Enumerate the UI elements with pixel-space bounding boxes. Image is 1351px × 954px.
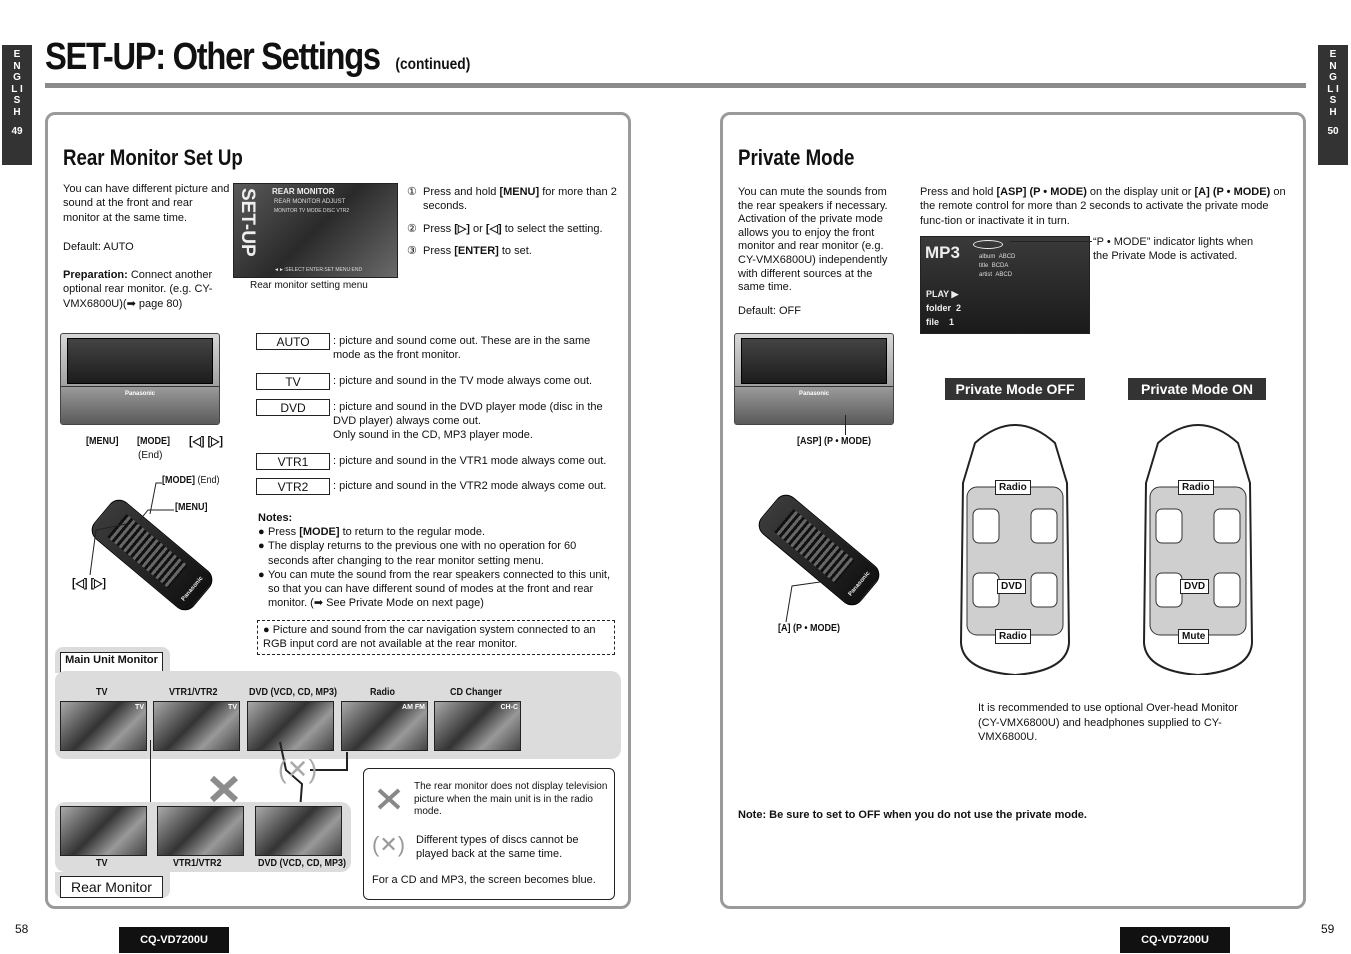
setup-steps (407, 185, 617, 266)
mode-description: : picture and sound in the VTR2 mode always come out. (333, 480, 607, 492)
main-unit-panel (61, 386, 219, 424)
main-unit-screen (67, 338, 213, 384)
screen-mp3: MP3 (925, 243, 960, 262)
language-tab-letters: E N G L I S H (1327, 49, 1339, 118)
step-text: to select the setting. (501, 222, 603, 235)
main-source-thumbnail (60, 701, 147, 751)
title-rule (45, 83, 1306, 88)
rear-preparation (63, 268, 231, 311)
screen-folder-num: 2 (956, 303, 962, 313)
language-tab-right (1318, 45, 1348, 165)
remote-brand: Panasonic (847, 570, 872, 598)
rear-source-label: TV (96, 858, 108, 869)
remote-label-menu: [MENU] (175, 502, 208, 513)
remote-mode-key: [MODE] (162, 475, 196, 486)
main-unit-image (60, 333, 220, 425)
rear-source-thumbnail (157, 806, 244, 856)
step-text: for more than 2 seconds. (423, 186, 617, 213)
model-badge-right: CQ-VD7200U (1120, 927, 1230, 953)
note-key: [MODE] (299, 526, 340, 538)
mode-label-vtr1: VTR1 (256, 453, 330, 470)
label-mode-end: (End) (138, 450, 163, 461)
instr-key-a: [A] (P • MODE) (1194, 186, 1271, 198)
remote-brand: Panasonic (180, 575, 205, 603)
indicator-note: “P • MODE” indicator lights when the Private Mode is activated. (1093, 236, 1254, 262)
label-mode-button: [MODE] (137, 436, 171, 447)
note-text: Press (268, 526, 300, 538)
rear-source-thumbnail (60, 806, 147, 856)
private-intro: You can mute the sounds from the rear speakers if necessary. Activation of the private mode allows you to enjoy the front monitor and rear monitor (e.g. CY-VMX6800U) independently with different sources at the same time. (738, 186, 888, 294)
instr-part1: Press and hold (920, 186, 997, 198)
label-menu-button: [MENU] (86, 436, 119, 447)
step-key: [MENU] (499, 186, 540, 198)
remote-callout-lines (70, 480, 190, 590)
mode-label-tv: TV (256, 373, 330, 390)
screen-artist-label: artist (979, 272, 993, 278)
note-text: You can mute the sound from the rear speakers connected to this unit, so that you can have different sound of modes at the front and rear monitor. (➡ See Private Mode on next page) (268, 568, 611, 610)
car-diagram-off (957, 413, 1073, 675)
pmode-indicator (973, 240, 1003, 249)
language-tab-letters: E N G L I S H (11, 49, 23, 118)
note-item (258, 525, 616, 539)
step-item (407, 185, 617, 214)
tag-top: Radio (995, 480, 1031, 495)
rear-monitor-label: Rear Monitor (60, 876, 163, 898)
note-text: to return to the regular mode. (339, 526, 486, 538)
screen-title-label: title (979, 263, 989, 269)
screen-side-label: SET-UP (237, 188, 258, 257)
step-text: Press and hold (423, 186, 500, 198)
rear-source-label: DVD (VCD, CD, MP3) (258, 858, 347, 869)
private-note: Note: Be sure to set to OFF when you do not use the private mode. (738, 809, 1087, 821)
page-title-main: SET-UP: Other Settings (45, 36, 380, 78)
step-text: Press (423, 244, 455, 257)
screen-folder-label: folder (926, 303, 952, 313)
language-tab-page: 49 (11, 126, 23, 137)
display-unit-panel (735, 386, 893, 424)
step-item (407, 244, 617, 258)
private-mode-on-header: Private Mode ON (1128, 378, 1266, 400)
prep-label: Preparation: (63, 269, 128, 281)
page-title (45, 36, 470, 79)
screen-options: MONITOR TV MODE DISC VTR2 (274, 208, 350, 214)
rgb-note: ● Picture and sound from the car navigation system connected to an RGB input cord are not available at the rear monitor. (257, 620, 615, 655)
bullet-icon: ● (258, 568, 265, 581)
bullet-icon: ● (258, 526, 265, 538)
rear-intro: You can have different picture and sound at the front and rear monitor at the same time. (63, 183, 230, 224)
remote-mode-end: (End) (195, 475, 220, 486)
screen-caption: Rear monitor setting menu (250, 280, 368, 291)
mode-description: : picture and sound in the TV mode always come out. (333, 375, 593, 387)
mode-label-dvd: DVD (256, 399, 330, 416)
bracket-cross-icon: (✕) (372, 832, 406, 857)
screen-album-label: album (979, 254, 996, 260)
display-unit-screen (741, 338, 887, 384)
screen-file-label: file (926, 317, 940, 327)
screen-file-num: 1 (949, 317, 955, 327)
unit-brand: Panasonic (798, 391, 829, 397)
step-text: Press (423, 222, 455, 235)
rear-source-thumbnail (255, 806, 342, 856)
mode-description: : picture and sound in the DVD player mode (disc in the DVD player) always come out. Only sound in the CD, MP3 player mode. (333, 401, 603, 441)
notes-title: Notes: (258, 512, 293, 524)
thumb-text: TV (228, 704, 237, 711)
step-number: ③ (407, 244, 417, 257)
step-number: ② (407, 222, 417, 235)
mode-description: : picture and sound in the VTR1 mode always come out. (333, 455, 607, 467)
screen-artist-value: ABCD (995, 272, 1013, 278)
screen-line: REAR MONITOR ADJUST (274, 199, 346, 205)
mode-description: : picture and sound come out. These are in the same mode as the front monitor. (333, 335, 591, 361)
rear-source-label: VTR1/VTR2 (173, 858, 222, 869)
mode-label-vtr2: VTR2 (256, 478, 330, 495)
step-key: [▷] (454, 222, 470, 235)
thumb-text: CH-C (500, 704, 518, 711)
language-tab-page: 50 (1327, 126, 1339, 137)
tag-middle: DVD (1180, 579, 1209, 594)
notes-list (258, 525, 616, 611)
label-a-button: [A] (P • MODE) (778, 623, 840, 634)
recommend-text: It is recommended to use optional Over-head Monitor (CY-VMX6800U) and headphones supplied to CY-VMX6800U. (978, 702, 1238, 743)
thumb-text: TV (135, 704, 144, 711)
rgb-note-text: Picture and sound from the car navigation system connected to an RGB input cord are not available at the rear monitor. (263, 624, 596, 651)
instr-key-asp: [ASP] (P • MODE) (996, 186, 1087, 198)
note-item (258, 539, 616, 568)
svg-text:(✕): (✕) (278, 754, 318, 784)
rear-monitor-menu-screen (233, 183, 398, 278)
screen-title-value: BCDA (991, 263, 1009, 269)
screen-album-value: ABCD (998, 254, 1016, 260)
main-unit-monitor-label: Main Unit Monitor (60, 652, 163, 676)
step-number: ① (407, 186, 417, 198)
cross-icon (375, 788, 403, 810)
mode-label-auto: AUTO (256, 333, 330, 350)
thumb-text: AM FM (402, 704, 425, 711)
step-text: to set. (498, 244, 532, 257)
legend-blue-text: For a CD and MP3, the screen becomes blue. (372, 874, 596, 886)
display-unit-image (734, 333, 894, 425)
language-tab-left (2, 45, 32, 165)
step-key: [ENTER] (454, 244, 499, 257)
main-source-label: VTR1/VTR2 (169, 687, 218, 698)
private-mode-heading: Private Mode (738, 145, 855, 170)
label-arrow-buttons: [◁] [▷] (189, 434, 224, 448)
a-callout-line (780, 570, 840, 626)
screen-footer: ◄►:SELECT ENTER:SET MENU:END (274, 267, 363, 273)
screen-folder (926, 303, 961, 313)
legend-cross-text: The rear monitor does not display television picture when the main unit is in the radio mode. (414, 781, 608, 817)
legend-bracket-text: Different types of discs cannot be played back at the same time. (416, 834, 579, 860)
asp-callout-line (845, 415, 846, 435)
screen-file (926, 317, 954, 327)
remote-label-arrows: [◁] [▷] (72, 576, 107, 590)
step-text: or (469, 222, 486, 235)
rear-monitor-heading: Rear Monitor Set Up (63, 145, 243, 170)
bullet-icon: ● (258, 540, 265, 553)
note-text: The display returns to the previous one with no operation for 60 seconds after changing to the rear monitor setting menu. (268, 540, 577, 567)
tag-middle: DVD (997, 579, 1026, 594)
screen-play: PLAY ▶ (926, 289, 959, 299)
main-source-label: Radio (370, 687, 396, 698)
instr-part2: on the display unit or (1086, 186, 1195, 198)
page-number-right: 59 (1321, 922, 1335, 936)
private-default: Default: OFF (738, 305, 801, 317)
unit-brand: Panasonic (124, 391, 155, 397)
main-source-thumbnail (434, 701, 521, 751)
screen-title: REAR MONITOR (272, 187, 335, 196)
tag-bottom: Mute (1178, 629, 1209, 644)
indicator-callout-line (1010, 241, 1092, 242)
private-instructions (920, 185, 1295, 228)
tag-bottom: Radio (995, 629, 1031, 644)
page-number-left: 58 (15, 922, 29, 936)
instr-part3: on the remote control for more than 2 seconds to activate the private mode func-tion or inactivate it in turn. (920, 186, 1286, 227)
step-item (407, 222, 617, 236)
main-source-label: TV (96, 687, 108, 698)
main-source-label: DVD (VCD, CD, MP3) (249, 687, 338, 698)
step-key: [◁] (485, 222, 502, 235)
label-asp-button: [ASP] (P • MODE) (797, 436, 871, 447)
tag-top: Radio (1178, 480, 1214, 495)
model-badge-left: CQ-VD7200U (119, 927, 229, 953)
screen-tags (979, 253, 1087, 280)
mp3-display-screen (920, 236, 1090, 334)
note-item (258, 568, 616, 611)
prep-text: Connect another optional rear monitor. (e.g. CY-VMX6800U)(➡ page 80) (63, 269, 213, 310)
main-source-label: CD Changer (450, 687, 503, 698)
private-mode-off-header: Private Mode OFF (945, 378, 1085, 400)
rear-default: Default: AUTO (63, 241, 134, 253)
car-diagram-on (1140, 413, 1256, 675)
page-subtitle: (continued) (395, 56, 471, 73)
